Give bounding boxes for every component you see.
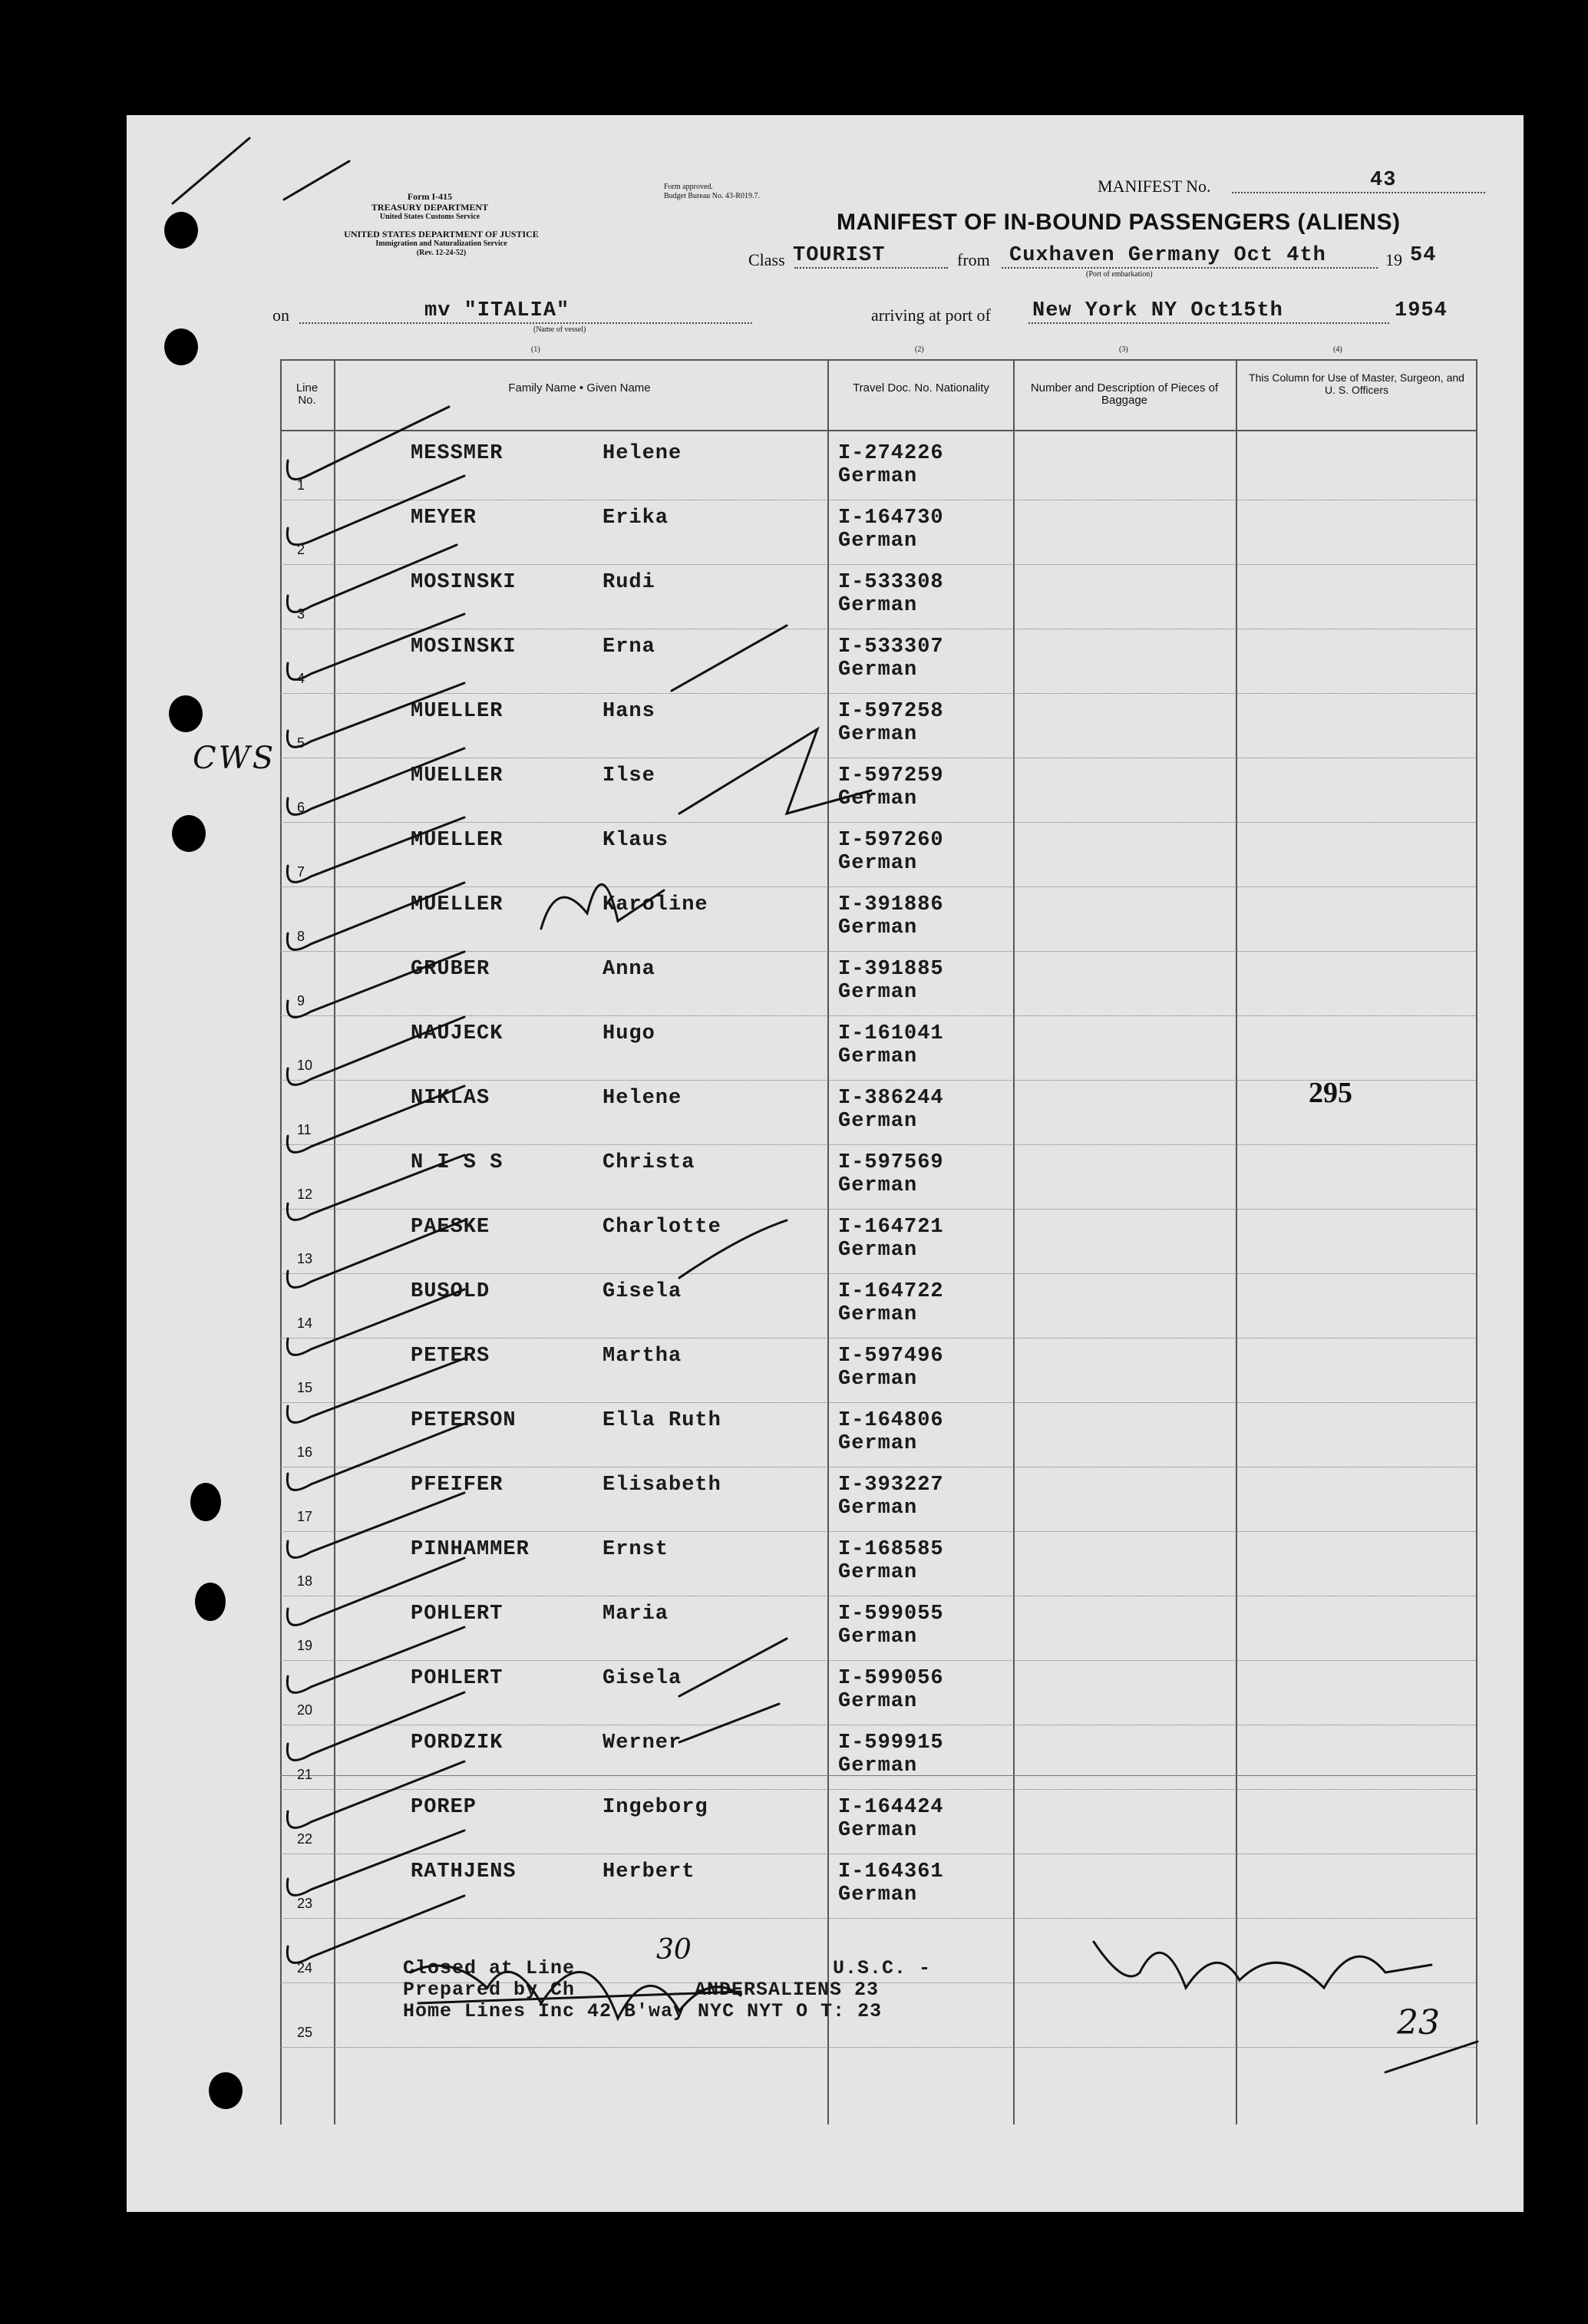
travel-doc-number: I-168585 [838, 1538, 944, 1561]
port-caption: (Port of embarkation) [1086, 270, 1153, 279]
family-name: PAESKE [411, 1216, 490, 1239]
margin-initials: CWS [193, 741, 276, 776]
col-num-1: (1) [531, 345, 540, 354]
given-name: Gisela [603, 1280, 682, 1303]
travel-doc-number: I-597260 [838, 829, 944, 852]
check-mark-row-9 [287, 952, 464, 1017]
arrival-year: 1954 [1395, 299, 1448, 322]
check-mark-row-5 [287, 683, 464, 747]
arriving-label: arriving at port of [871, 305, 991, 325]
family-name: PETERSON [411, 1409, 517, 1432]
nationality: German [838, 1303, 918, 1326]
home-lines: Home Lines Inc 42 B'way NYC NYT O T: 23 [403, 2000, 883, 2022]
nationality: German [838, 916, 918, 939]
travel-doc-number: I-599915 [838, 1731, 944, 1755]
binder-hole [164, 212, 198, 249]
given-name: Herbert [603, 1860, 695, 1883]
family-name: POHLERT [411, 1667, 503, 1690]
line-number: 21 [297, 1767, 313, 1782]
from-label: from [957, 250, 990, 269]
travel-doc-number: I-597258 [838, 700, 944, 723]
travel-doc-number: I-597259 [838, 764, 944, 787]
col-num-2: (2) [915, 345, 924, 354]
nationality: German [838, 1690, 918, 1713]
line-number: 13 [297, 1251, 313, 1266]
travel-doc-header: Travel Doc. No. Nationality [853, 381, 989, 394]
check-mark-row-13 [287, 1220, 464, 1287]
given-name: Ella Ruth [603, 1409, 721, 1432]
line-number: 7 [297, 864, 305, 880]
given-name: Ilse [603, 764, 655, 787]
travel-doc-number: I-391885 [838, 958, 944, 981]
nationality: German [838, 1239, 918, 1262]
nationality: German [838, 787, 918, 810]
footer-signature-strokes [411, 1966, 741, 2019]
strike-through-marks [541, 626, 871, 1742]
vessel-name: mv "ITALIA" [424, 299, 570, 322]
family-name: NIKLAS [411, 1087, 490, 1110]
travel-doc-number: I-164721 [838, 1216, 944, 1239]
manifest-page [127, 115, 1524, 2212]
check-mark-row-4 [287, 614, 464, 679]
binder-hole [190, 1483, 221, 1521]
travel-doc-number: I-164361 [838, 1860, 944, 1883]
check-mark-row-15 [287, 1358, 464, 1422]
travel-doc-number: I-599055 [838, 1603, 944, 1626]
line-number: 6 [297, 800, 305, 815]
col-num-4: (4) [1333, 345, 1342, 354]
nationality: German [838, 1626, 918, 1649]
nationality: German [838, 1368, 918, 1391]
given-name: Helene [603, 442, 682, 465]
nationality: German [838, 1110, 918, 1133]
given-name: Hans [603, 700, 655, 723]
col-num-3: (3) [1119, 345, 1128, 354]
given-name: Helene [603, 1087, 682, 1110]
family-name: PETERS [411, 1345, 490, 1368]
check-mark-row-17 [287, 1493, 464, 1557]
travel-doc-number: I-533308 [838, 571, 944, 594]
given-name: Erika [603, 507, 669, 530]
family-name: PORDZIK [411, 1731, 503, 1755]
class-label: Class [748, 250, 785, 269]
check-marks [173, 138, 464, 1963]
travel-doc-number: I-164806 [838, 1409, 944, 1432]
check-mark-row-16 [287, 1424, 464, 1490]
strike-row-4 [672, 626, 787, 691]
check-mark-row-19 [287, 1627, 464, 1692]
form-approved: Form approved. [664, 183, 713, 191]
revision-label: (Rev. 12-24-52) [416, 249, 467, 257]
line-number: 8 [297, 929, 305, 944]
line-number: 20 [297, 1702, 313, 1718]
arrival-port: New York NY Oct15th [1032, 299, 1283, 322]
nationality: German [838, 1174, 918, 1197]
check-mark-row-12 [287, 1155, 464, 1220]
given-name: Elisabeth [603, 1474, 721, 1497]
travel-doc-number: I-164722 [838, 1280, 944, 1303]
family-name: GRUBER [411, 958, 490, 981]
justice-label: UNITED STATES DEPARTMENT OF JUSTICE [344, 229, 539, 239]
binder-hole [164, 328, 198, 365]
travel-doc-number: I-533307 [838, 635, 944, 659]
treasury-label: TREASURY DEPARTMENT [371, 202, 489, 213]
closed-at-line: Closed at Line [403, 1957, 576, 1979]
footer-mark: 30 [656, 1934, 692, 1966]
binder-hole [195, 1583, 226, 1621]
line-number: 22 [297, 1831, 313, 1847]
given-name: Ernst [603, 1538, 669, 1561]
customs-label: United States Customs Service [379, 213, 480, 221]
header-check-mark [173, 138, 349, 203]
handwriting-overlay [127, 115, 1524, 2212]
travel-doc-number: I-599056 [838, 1667, 944, 1690]
check-mark-row-2 [287, 476, 464, 545]
name-header: Family Name • Given Name [508, 381, 651, 394]
given-name: Maria [603, 1603, 669, 1626]
family-name: MOSINSKI [411, 571, 517, 594]
check-mark-row-22 [287, 1830, 464, 1895]
prepared-by: Prepared by Ch [403, 1979, 576, 2001]
scribble-row-8 [541, 884, 664, 929]
nationality: German [838, 1819, 918, 1842]
check-mark-row-23 [287, 1896, 464, 1963]
family-name: RATHJENS [411, 1860, 517, 1883]
given-name: Ingeborg [603, 1796, 708, 1819]
family-name: MUELLER [411, 893, 503, 916]
line-number: 17 [297, 1509, 313, 1524]
given-name: Erna [603, 635, 655, 659]
nationality: German [838, 981, 918, 1004]
page-title: MANIFEST OF IN-BOUND PASSENGERS (ALIENS) [837, 210, 1401, 235]
form-number: Form I-415 [407, 191, 453, 202]
line-number: 2 [297, 542, 305, 557]
manifest-no-value: 43 [1370, 169, 1397, 192]
manifest-no-label: MANIFEST No. [1098, 177, 1211, 196]
nationality: German [838, 659, 918, 682]
family-name: MESSMER [411, 442, 503, 465]
travel-doc-number: I-274226 [838, 442, 944, 465]
line-number: 14 [297, 1316, 313, 1331]
nationality: German [838, 1497, 918, 1520]
from-value: Cuxhaven Germany Oct 4th [1009, 244, 1326, 267]
nationality: German [838, 530, 918, 553]
line-number: 10 [297, 1058, 313, 1073]
travel-doc-number: I-393227 [838, 1474, 944, 1497]
aliens-count: ANDERSALIENS 23 [695, 1979, 880, 2001]
officers-header: This Column for Use of Master, Surgeon, and U. S. Officers [1249, 371, 1464, 396]
nationality: German [838, 1045, 918, 1068]
family-name: POHLERT [411, 1603, 503, 1626]
family-name: MUELLER [411, 700, 503, 723]
class-value: TOURIST [793, 244, 886, 267]
line-number: 11 [297, 1122, 312, 1137]
officer-signature-strokes [1094, 1942, 1431, 1988]
check-mark-row-6 [287, 748, 464, 814]
signature-total: 23 [1397, 2003, 1440, 2042]
family-name: PINHAMMER [411, 1538, 530, 1561]
family-name: MOSINSKI [411, 635, 517, 659]
family-name: PFEIFER [411, 1474, 503, 1497]
nationality: German [838, 1883, 918, 1906]
check-mark-row-7 [287, 817, 464, 882]
travel-doc-number: I-391886 [838, 893, 944, 916]
line-number: 25 [297, 2025, 313, 2040]
travel-doc-number: I-161041 [838, 1022, 944, 1045]
given-name: Hugo [603, 1022, 655, 1045]
binder-hole [169, 695, 203, 732]
family-name: POREP [411, 1796, 477, 1819]
vessel-caption: (Name of vessel) [533, 325, 586, 334]
given-name: Martha [603, 1345, 682, 1368]
binder-hole [209, 2072, 243, 2109]
family-name: N I S S [411, 1151, 503, 1174]
check-mark-row-21 [287, 1761, 464, 1827]
line-number: 24 [297, 1960, 313, 1976]
nationality: German [838, 594, 918, 617]
check-mark-row-14 [287, 1289, 464, 1355]
line-number: 1 [297, 477, 305, 493]
line-number: 12 [297, 1187, 313, 1202]
given-name: Klaus [603, 829, 669, 852]
travel-doc-number: I-164730 [838, 507, 944, 530]
ins-label: Immigration and Naturalization Service [375, 239, 507, 248]
check-mark-row-18 [287, 1558, 464, 1625]
travel-doc-number: I-597496 [838, 1345, 944, 1368]
line-number: 3 [297, 606, 305, 622]
line-number: 4 [297, 671, 305, 686]
budget-bureau: Budget Bureau No. 43-R019.7. [664, 192, 760, 200]
officer-count: 295 [1309, 1077, 1352, 1109]
on-label: on [272, 305, 289, 325]
given-name: Christa [603, 1151, 695, 1174]
line-number: 18 [297, 1573, 313, 1589]
line-number: 5 [297, 735, 305, 751]
line-number: 16 [297, 1444, 313, 1460]
strike-rows-5-7 [679, 729, 871, 814]
travel-doc-number: I-386244 [838, 1087, 944, 1110]
nationality: German [838, 1561, 918, 1584]
family-name: NAUJECK [411, 1022, 503, 1045]
nationality: German [838, 465, 918, 488]
given-name: Rudi [603, 571, 655, 594]
given-name: Charlotte [603, 1216, 721, 1239]
nationality: German [838, 852, 918, 875]
usc-note: U.S.C. - [833, 1957, 932, 1979]
check-mark-row-3 [287, 545, 457, 612]
check-mark-row-20 [287, 1692, 464, 1760]
line-number: 23 [297, 1896, 313, 1911]
line-number: 19 [297, 1638, 313, 1653]
travel-doc-number: I-164424 [838, 1796, 944, 1819]
check-mark-row-8 [287, 883, 464, 949]
given-name: Karoline [603, 893, 708, 916]
year-suffix: 54 [1410, 244, 1437, 267]
family-name: MUELLER [411, 829, 503, 852]
signature-fraction-bar [1385, 2042, 1477, 2072]
given-name: Werner [603, 1731, 682, 1755]
year-prefix: 19 [1385, 250, 1402, 269]
binder-hole [172, 815, 206, 852]
closing-signature [411, 1942, 1477, 2072]
family-name: MEYER [411, 507, 477, 530]
strike-row-13 [679, 1220, 787, 1278]
strike-rows-19-20 [679, 1639, 787, 1742]
check-mark-row-10 [287, 1017, 464, 1084]
nationality: German [838, 723, 918, 746]
travel-doc-number: I-597569 [838, 1151, 944, 1174]
family-name: BUSOLD [411, 1280, 490, 1303]
line-number: 9 [297, 993, 305, 1008]
line-number: 15 [297, 1380, 313, 1395]
nationality: German [838, 1755, 918, 1778]
baggage-header: Number and Description of Pieces of Baggage [1030, 381, 1219, 407]
given-name: Anna [603, 958, 655, 981]
family-name: MUELLER [411, 764, 503, 787]
given-name: Gisela [603, 1667, 682, 1690]
nationality: German [838, 1432, 918, 1455]
check-mark-row-11 [287, 1086, 464, 1152]
line-no-header: Line No. [295, 381, 319, 407]
check-mark-row-1 [287, 407, 449, 480]
